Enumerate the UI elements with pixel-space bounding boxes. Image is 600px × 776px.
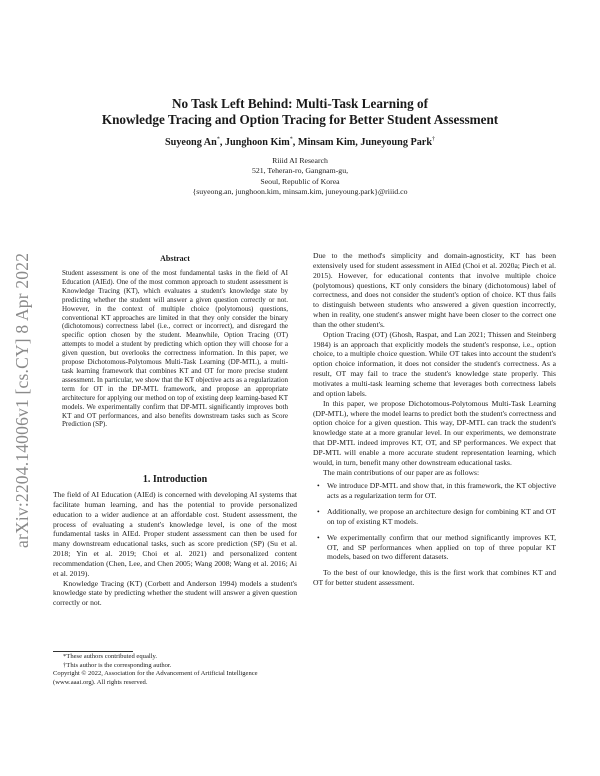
footnote: †This author is the corresponding author.: [63, 661, 172, 669]
title-line-1: No Task Left Behind: Multi-Task Learning of: [172, 96, 428, 111]
body-paragraph: Due to the method's simplicity and domain-agnosticity, KT has been extensively used for student assessment in AIEd (Choi et al. 2020a; Piech et al. 2015). However, for educational contents that involve multiple choice (polytomous) questions, KT only considers the binary (dichotomous) label of correctness, and does not consider the student's option of choice. KT thus fails to distinguish between students who answered a given question incorrectly, when in reality, one student's answer might have been closer to the correct one than the other student's.: [313, 251, 556, 329]
body-paragraph: In this paper, we propose Dichotomous-Polytomous Multi-Task Learning (DP-MTL), where the model learns to predict both the student's correctness and option choice for a given question. This way, DP-MTL can track the student's knowledge state at a more granular level. In our experiments, we demonstrate that DP-MTL indeed improves KT, OT, and SP performances. We expect that DP-MTL will enable a more accurate student representation learning, which would, in turn, benefit many other downstream educational tasks.: [313, 398, 556, 467]
footnote: *These authors contributed equally.: [63, 653, 158, 660]
footnote-rule: [53, 651, 133, 652]
arxiv-stamp: arXiv:2204.14006v1 [cs.CY] 8 Apr 2022: [12, 252, 32, 548]
intro-paragraph: The field of AI Education (AIEd) is concerned with developing AI systems that facilitate human learning, and has the potential to provide personalized education to a wider audience at an affordable cost. Student assessment, the process of evaluating a student's knowledge level, is one of the most fundamental tasks in AIEd. Proper student assessment can then be used for many downstream educational tasks, such as score prediction (SP) (Su et al. 2018; Yin et al. 2019; Choi et al. 2021) and personalized content recommendation (Chen, Lee, and Chen 2005; Wang 2008; Wang et al. 2016; Ai et al. 2019).: [53, 490, 297, 578]
copyright-notice: Copyright © 2022, Association for the Advancement of Artificial Intelligence (www.aaai.org). All rights reserved.: [53, 670, 258, 686]
author-list: [60, 137, 540, 148]
list-item: • We introduce DP-MTL and show that, in this framework, the KT objective acts as a regularization term for OT.: [317, 481, 556, 501]
title-line-2: Knowledge Tracing and Option Tracing for Better Student Assessment: [101, 112, 499, 127]
author: Juneyoung Park†: [360, 137, 435, 149]
footnotes: [53, 653, 297, 687]
affiliation-street: 521, Teheran-ro, Gangnam-gu,: [251, 166, 349, 176]
author: Suyeong An*,: [165, 137, 225, 149]
intro-body: [53, 490, 297, 608]
body-paragraph: To the best of our knowledge, this is the first work that combines KT and OT for better student assessment.: [313, 568, 556, 588]
bullet-icon: •: [317, 507, 320, 517]
affiliation-emails: {suyeong.an, junghoon.kim, minsam.kim, juneyoung.park}@riiid.co: [192, 186, 408, 196]
bullet-icon: •: [317, 532, 320, 542]
bullet-icon: •: [317, 481, 320, 491]
list-item: • We experimentally confirm that our method significantly improves KT, OT, and SP performances when applied on top of three popular KT models, based on two different datasets.: [317, 532, 556, 562]
affiliation-city: Seoul, Republic of Korea: [260, 176, 340, 186]
abstract-text: Student assessment is one of the most fundamental tasks in the field of AI Education (AIEd). One of the most common approach to student assessment is Knowledge Tracing (KT), which evaluates a student's knowledge state by predicting whether the student will answer a given question correctly or not. However, in the context of multiple choice (polytomous) questions, conventional KT approaches are limited in that they only consider the binary (dichotomous) correctness label (i.e., correct or incorrect), and disregard the specific option chosen by the student. Meanwhile, Option Tracing (OT) attempts to model a student by predicting which option they will choose for a given question, but overlooks the correctness information. In this paper, we propose Dichotomous-Polytomous Multi-Task Learning (DP-MTL), a multi-task learning framework that combines KT and OT for more precise student assessment. In particular, we show that the KT objective acts as a regularization term for OT in the DP-MTL framework, and propose an appropriate architecture for applying our method on top of existing deep learning-based KT models. We experimentally confirm that DP-MTL significantly improves both KT and OT performances, and also benefits downstream tasks such as Score Prediction (SP).: [62, 269, 288, 429]
affiliation: [120, 156, 480, 197]
paper-title: [60, 96, 540, 128]
intro-heading: 1. Introduction: [142, 474, 208, 485]
list-item: • Additionally, we propose an architecture design for combining KT and OT on top of existing KT models.: [317, 507, 556, 526]
body-paragraph: The main contributions of our paper are as follows:: [323, 467, 480, 477]
author: Junghoon Kim*,: [224, 137, 298, 149]
author: Minsam Kim,: [297, 137, 361, 149]
contributions-list: [313, 481, 556, 562]
body-paragraph: Option Tracing (OT) (Ghosh, Raspat, and Lan 2021; Thissen and Steinberg 1984) is an approach that explicitly models the student's response, i.e., option choice, to a multiple choice question. While OT takes into account the student's option choice information, it does not consider the student's correctness. As a result, OT may fail to trace the student's knowledge state properly. This motivates a multi-task learning scheme that leverages both correctness labels and option labels.: [313, 329, 556, 398]
abstract-heading: Abstract: [160, 254, 190, 263]
intro-paragraph: Knowledge Tracing (KT) (Corbett and Anderson 1994) models a student's knowledge state by predicting whether the student will answer a given question correctly or not.: [53, 578, 297, 608]
affiliation-org: Riiid AI Research: [272, 156, 328, 165]
right-column: [313, 251, 556, 588]
